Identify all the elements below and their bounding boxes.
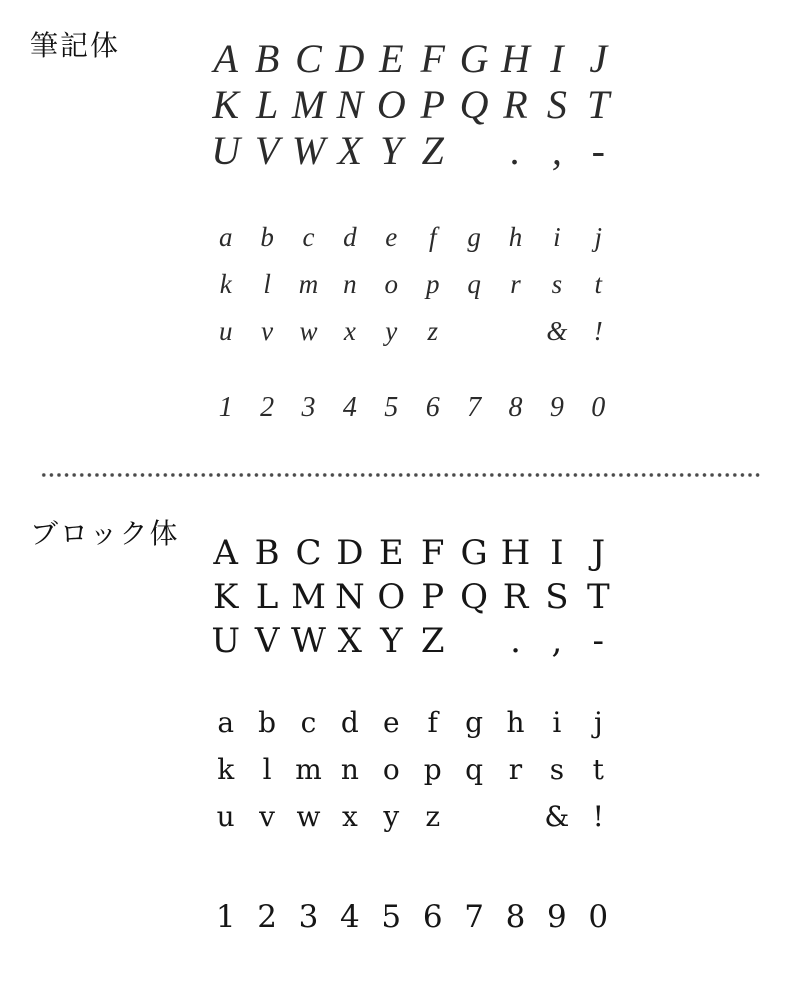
glyph-cell: k (217, 752, 235, 786)
glyph-cell: s (549, 752, 565, 786)
glyph-cell: J (589, 36, 608, 81)
glyph-cell: u (218, 316, 233, 346)
glyph-cell: 8 (505, 898, 526, 935)
glyph-cell: P (420, 82, 445, 127)
glyph-cell: S (546, 82, 567, 127)
glyph-cell: v (261, 316, 274, 346)
glyph-cell: G (459, 36, 489, 81)
glyph-cell: T (587, 82, 610, 127)
glyph-cell: & (546, 316, 568, 346)
glyph-cell: f (428, 222, 437, 252)
dotted-divider (40, 473, 760, 477)
glyph-cell: Q (459, 82, 489, 127)
glyph-cell: 3 (298, 898, 319, 935)
glyph-cell: 8 (508, 392, 523, 423)
glyph-cell: b (260, 222, 274, 252)
glyph-cell: M (291, 577, 326, 617)
character-row (205, 214, 619, 261)
glyph-cell: , (551, 128, 562, 173)
glyph-cell: h (508, 222, 523, 252)
glyph-cell: W (291, 128, 326, 173)
character-row (205, 746, 619, 793)
glyph-cell: z (427, 316, 438, 346)
glyph-cell: g (465, 705, 484, 739)
glyph-cell: u (216, 799, 235, 833)
glyph-cell: T (586, 577, 610, 617)
character-row (205, 793, 619, 840)
glyph-cell: . (510, 128, 521, 173)
glyph-cell: e (385, 222, 398, 252)
glyph-cell: 9 (547, 898, 567, 935)
glyph-cell: m (298, 269, 319, 299)
script-section-label: 筆記体 (30, 30, 121, 61)
glyph-cell: U (211, 128, 241, 173)
glyph-cell: B (254, 533, 280, 573)
character-row (205, 898, 619, 936)
glyph-cell: o (384, 269, 399, 299)
glyph-cell: N (335, 577, 365, 617)
glyph-cell: n (340, 752, 359, 786)
glyph-cell: N (336, 82, 364, 127)
glyph-cell: t (594, 269, 603, 299)
glyph-cell: Y (380, 621, 403, 661)
glyph-cell: r (510, 269, 521, 299)
glyph-cell: f (427, 705, 438, 739)
glyph-cell: K (212, 82, 240, 127)
glyph-cell: n (343, 269, 357, 299)
glyph-cell: 4 (342, 392, 357, 423)
glyph-cell: d (340, 705, 359, 739)
glyph-cell: 9 (549, 392, 564, 423)
glyph-cell: a (217, 705, 235, 739)
glyph-cell: y (385, 316, 398, 346)
glyph-cell: e (383, 705, 400, 739)
glyph-cell: q (467, 269, 481, 299)
glyph-cell: 6 (422, 898, 443, 935)
glyph-cell: 4 (340, 898, 360, 935)
character-row (205, 619, 619, 663)
glyph-cell: 3 (301, 392, 316, 423)
block-section-label: ブロック体 (30, 518, 180, 549)
glyph-cell: K (212, 577, 239, 617)
script-numerals-grid (205, 390, 619, 426)
glyph-cell: g (467, 222, 481, 252)
character-row (205, 699, 619, 746)
glyph-cell: 1 (218, 392, 233, 423)
character-row (205, 82, 619, 128)
glyph-cell: 7 (464, 898, 484, 935)
glyph-cell: O (376, 82, 406, 127)
glyph-cell: A (213, 36, 238, 81)
glyph-cell: Z (420, 621, 445, 661)
glyph-cell: l (263, 269, 271, 299)
glyph-cell: 5 (381, 898, 402, 935)
character-row (205, 128, 619, 174)
glyph-cell: H (501, 36, 530, 81)
character-row (205, 531, 619, 575)
glyph-cell: t (592, 752, 604, 786)
block-lowercase-grid (205, 699, 619, 840)
glyph-cell: J (591, 533, 606, 573)
glyph-cell: ! (592, 799, 604, 833)
glyph-cell: V (254, 128, 280, 173)
glyph-cell: Q (460, 577, 489, 617)
glyph-cell: 2 (260, 392, 275, 423)
glyph-cell: B (254, 36, 280, 81)
glyph-cell: E (379, 36, 404, 81)
glyph-cell: V (254, 621, 280, 661)
glyph-cell: I (550, 36, 564, 81)
glyph-cell: 5 (384, 392, 399, 423)
glyph-cell: k (219, 269, 232, 299)
glyph-cell: Y (380, 128, 403, 173)
glyph-cell: U (211, 621, 241, 661)
glyph-cell: v (259, 799, 275, 833)
script-uppercase-grid (205, 36, 619, 174)
glyph-cell: d (343, 222, 357, 252)
glyph-cell: c (302, 222, 315, 252)
glyph-cell: i (552, 705, 562, 739)
glyph-cell: c (300, 705, 317, 739)
glyph-cell: 7 (467, 392, 482, 423)
script-lowercase-grid (205, 214, 619, 355)
glyph-cell: s (551, 269, 563, 299)
glyph-cell: o (382, 752, 400, 786)
character-row (205, 390, 619, 426)
glyph-cell: H (500, 533, 531, 573)
character-row (205, 308, 619, 355)
glyph-cell: L (255, 82, 279, 127)
glyph-cell: - (592, 621, 605, 661)
glyph-cell: X (337, 621, 362, 661)
glyph-cell: E (378, 533, 404, 573)
glyph-cell: w (296, 799, 321, 833)
glyph-cell: 6 (425, 392, 440, 423)
glyph-cell: j (593, 705, 603, 739)
glyph-cell: D (336, 533, 364, 573)
glyph-cell: ! (593, 316, 603, 346)
glyph-cell: y (383, 799, 400, 833)
glyph-cell: a (218, 222, 233, 252)
glyph-cell: A (213, 533, 238, 573)
glyph-cell: p (423, 752, 442, 786)
character-row (205, 575, 619, 619)
glyph-cell: G (460, 533, 488, 573)
glyph-cell: L (255, 577, 279, 617)
glyph-cell: r (508, 752, 523, 786)
character-row (205, 261, 619, 308)
glyph-cell: l (262, 752, 272, 786)
glyph-cell: z (425, 799, 441, 833)
glyph-cell: F (420, 36, 445, 81)
glyph-cell: 1 (215, 898, 236, 935)
glyph-cell: C (295, 533, 322, 573)
glyph-cell: p (425, 269, 440, 299)
glyph-cell: . (510, 621, 521, 661)
glyph-cell: O (377, 577, 406, 617)
glyph-cell: q (465, 752, 484, 786)
glyph-cell: R (503, 82, 528, 127)
glyph-cell: Z (421, 128, 444, 173)
glyph-cell: j (594, 222, 603, 252)
glyph-cell: w (299, 316, 318, 346)
glyph-cell: i (553, 222, 561, 252)
glyph-cell: x (343, 316, 356, 346)
block-numerals-grid (205, 898, 619, 936)
glyph-cell: 0 (591, 392, 606, 423)
glyph-cell: b (258, 705, 277, 739)
glyph-cell: M (291, 82, 326, 127)
glyph-cell: 0 (588, 898, 609, 935)
glyph-cell: h (506, 705, 525, 739)
glyph-cell: - (591, 128, 605, 173)
glyph-cell: X (337, 128, 363, 173)
glyph-cell: , (551, 621, 563, 661)
glyph-cell: I (550, 533, 564, 573)
character-row (205, 36, 619, 82)
glyph-cell: x (341, 799, 358, 833)
glyph-cell: 2 (257, 898, 277, 935)
glyph-cell: & (544, 799, 570, 833)
glyph-cell: m (295, 752, 322, 786)
glyph-cell: F (420, 533, 445, 573)
glyph-cell: D (335, 36, 365, 81)
glyph-cell: W (291, 621, 326, 661)
block-uppercase-grid (205, 531, 619, 663)
glyph-cell: P (421, 577, 445, 617)
glyph-cell: C (295, 36, 322, 81)
glyph-cell: S (545, 577, 569, 617)
glyph-cell: R (502, 577, 529, 617)
